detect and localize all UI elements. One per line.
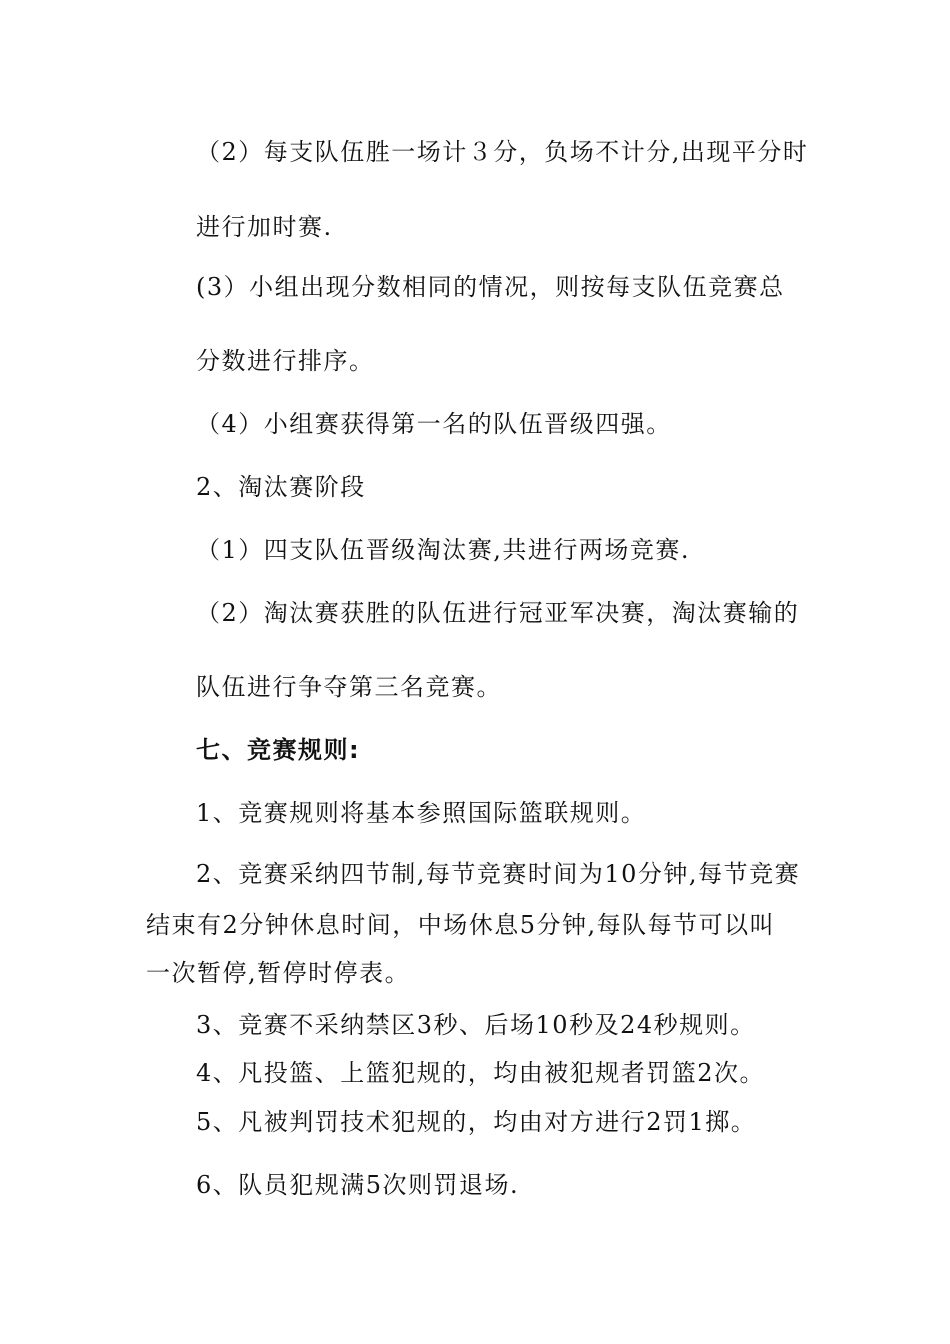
knockout-stage-heading: 2、淘汰赛阶段 [196,473,366,501]
competition-rule-3: 3、竞赛不采纳禁区3秒、后场10秒及24秒规则。 [196,1011,756,1039]
knockout-rule-2-line2: 队伍进行争夺第三名竞赛。 [196,673,502,701]
competition-rule-4: 4、凡投篮、上篮犯规的，均由被犯规者罚篮2次。 [196,1059,766,1087]
knockout-rule-2-line1: （2）淘汰赛获胜的队伍进行冠亚军决赛，淘汰赛输的 [196,599,800,627]
competition-rule-2-line2: 结束有2分钟休息时间，中场休息5分钟,每队每节可以叫 [146,911,776,939]
competition-rule-6: 6、队员犯规满5次则罚退场. [196,1171,520,1199]
scoring-rule-2-line1: （2）每支队伍胜一场计３分，负场不计分,出现平分时 [196,138,809,166]
knockout-rule-1: （1）四支队伍晋级淘汰赛,共进行两场竞赛. [196,536,691,564]
scoring-rule-2-line2: 进行加时赛. [196,213,333,241]
scoring-rule-3-line1: (3）小组出现分数相同的情况，则按每支队伍竞赛总 [196,273,785,301]
competition-rule-2-line3: 一次暂停,暂停时停表。 [146,959,411,987]
competition-rule-1: 1、竞赛规则将基本参照国际篮联规则。 [196,799,647,827]
scoring-rule-3-line2: 分数进行排序。 [196,347,375,375]
competition-rule-5: 5、凡被判罚技术犯规的，均由对方进行2罚1掷。 [196,1108,757,1136]
competition-rule-2-line1: 2、竞赛采纳四节制,每节竞赛时间为10分钟,每节竞赛 [196,860,801,888]
section-heading-competition-rules: 七、竞赛规则: [196,736,361,764]
scoring-rule-4: （4）小组赛获得第一名的队伍晋级四强。 [196,410,672,438]
